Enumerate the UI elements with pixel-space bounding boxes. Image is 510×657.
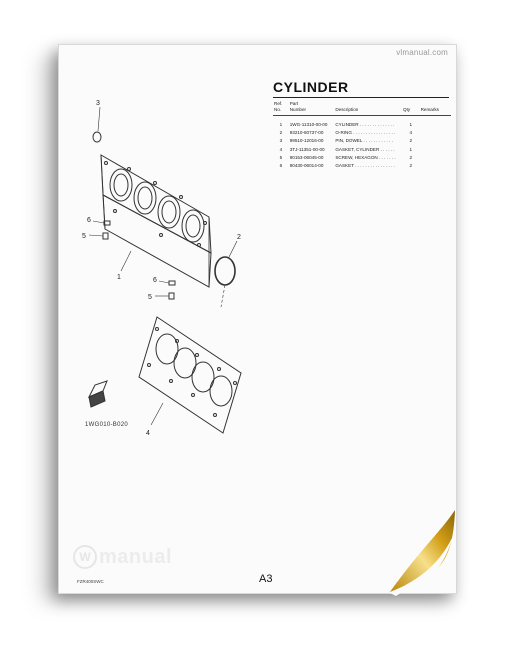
header-ref: Ref. bbox=[274, 101, 283, 106]
header-description: Description bbox=[334, 107, 402, 116]
watermark-site: vlmanual.com bbox=[396, 48, 448, 57]
cylinder-block-part bbox=[101, 155, 211, 287]
leader-line bbox=[221, 285, 225, 307]
row-ref: 4 bbox=[279, 146, 283, 152]
row-description: SCREW, HEXAGON . . . . . . . bbox=[335, 154, 396, 160]
cylinder-gasket-part bbox=[139, 317, 241, 433]
row-description: CYLINDER . . . . . . . . . . . . . . bbox=[335, 122, 395, 127]
header-no: No. bbox=[273, 107, 289, 116]
row-description: PIN, DOWEL . . . . . . . . . . . . bbox=[335, 138, 393, 144]
gasket-part bbox=[169, 281, 175, 285]
logo-text: manual bbox=[99, 545, 173, 568]
row-qty: 1 bbox=[409, 122, 413, 127]
exploded-diagram bbox=[59, 45, 456, 565]
header-qty: Qty bbox=[402, 107, 420, 116]
reference-engine-icon bbox=[89, 381, 107, 407]
callout-label: 3 bbox=[96, 100, 100, 107]
row-ref: 2 bbox=[279, 130, 283, 136]
row-part-number: 1WG-11310-00-00 bbox=[289, 122, 328, 127]
row-qty: 1 bbox=[409, 146, 413, 152]
callout-label: 5 bbox=[148, 294, 152, 301]
header-part: Part bbox=[289, 101, 299, 106]
row-ref: 3 bbox=[279, 138, 283, 144]
page-title: CYLINDER bbox=[273, 79, 349, 95]
row-ref: 6 bbox=[279, 163, 283, 169]
row-description: GASKET, CYLINDER . . . . . . bbox=[335, 146, 395, 152]
logo-letter: W bbox=[73, 545, 97, 569]
row-qty: 2 bbox=[409, 138, 413, 144]
callout-label: 2 bbox=[237, 234, 241, 241]
row-part-number: 99510-12016-00 bbox=[289, 138, 324, 144]
page-curl-icon bbox=[386, 508, 456, 598]
o-ring-part bbox=[215, 257, 235, 285]
row-qty: 2 bbox=[409, 154, 413, 160]
callout-label: 5 bbox=[82, 233, 86, 240]
header-remarks: Remarks bbox=[420, 107, 451, 116]
footer-code: FZR400SWC bbox=[77, 579, 104, 584]
diagram-code: 1WG010-B020 bbox=[85, 422, 128, 428]
row-qty: 4 bbox=[409, 130, 413, 136]
watermark-logo bbox=[73, 545, 172, 569]
callout-label: 6 bbox=[153, 277, 157, 284]
page-number: A3 bbox=[259, 573, 273, 585]
leader-line bbox=[229, 241, 237, 257]
screw-part bbox=[103, 233, 108, 239]
row-description: GASKET . . . . . . . . . . . . . . . . bbox=[335, 163, 395, 169]
callout-label: 1 bbox=[117, 274, 121, 281]
row-ref: 1 bbox=[279, 122, 283, 127]
row-part-number: 3TJ-11351-00-00 bbox=[289, 146, 325, 152]
row-part-number: 93210-60737-00 bbox=[289, 130, 324, 136]
dowel-pin-part bbox=[93, 132, 101, 142]
row-ref: 5 bbox=[279, 154, 283, 160]
row-qty: 2 bbox=[409, 163, 413, 169]
leader-line bbox=[121, 251, 131, 271]
callout-label: 4 bbox=[146, 430, 150, 437]
leader-line bbox=[151, 403, 163, 425]
row-part-number: 90430-06014-00 bbox=[289, 163, 324, 169]
callout-label: 6 bbox=[87, 217, 91, 224]
row-description: O-RING . . . . . . . . . . . . . . . . . bbox=[335, 130, 396, 136]
leader-line bbox=[98, 107, 100, 131]
row-part-number: 90153-06045-00 bbox=[289, 154, 324, 160]
screw-part bbox=[169, 293, 174, 299]
header-number: Number bbox=[289, 107, 335, 116]
